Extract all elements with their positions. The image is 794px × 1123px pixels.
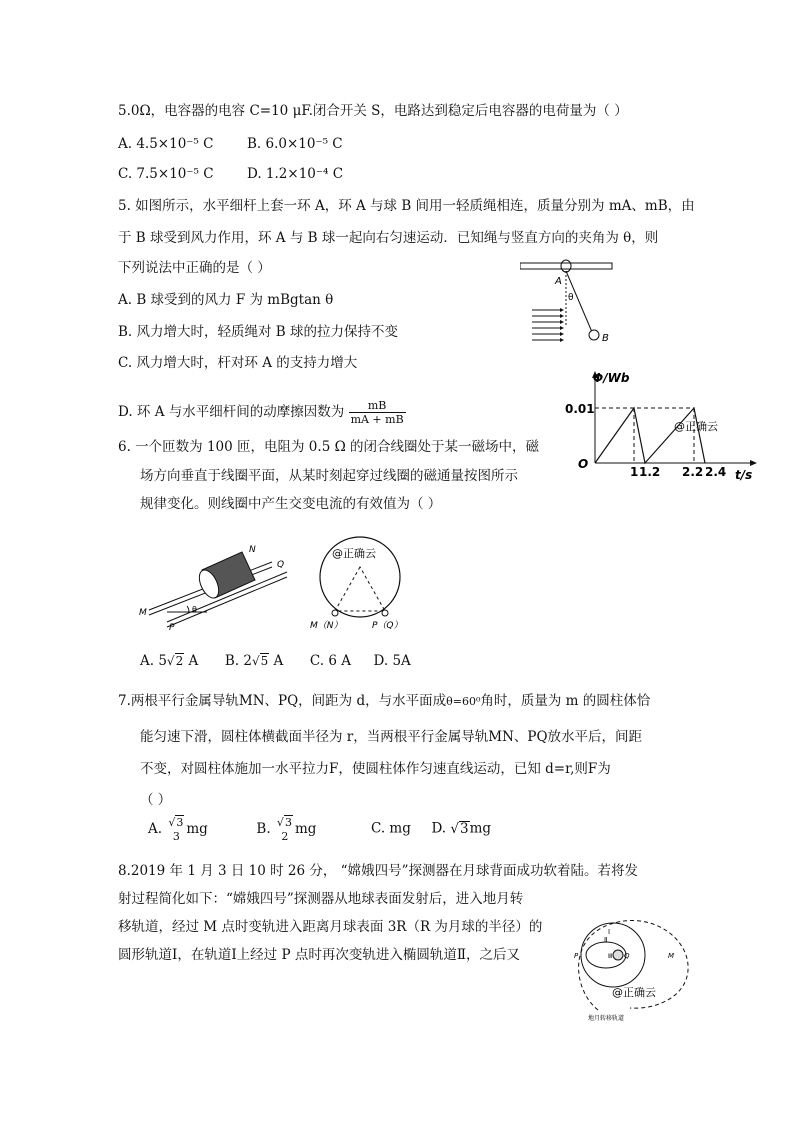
q5-option-d-prefix: D. 环 A 与水平细杆间的动摩擦因数为 xyxy=(118,404,345,420)
label-orbit-iii: Ⅲ xyxy=(608,953,613,960)
q7-option-c: C. mg xyxy=(370,820,411,837)
q6-b-radicand: 5 xyxy=(260,654,269,668)
q7-d-radical: √3 xyxy=(450,820,469,837)
triangle xyxy=(335,567,385,611)
q7-d-radicand: 3 xyxy=(460,820,469,837)
q7-option-d xyxy=(431,821,491,837)
rail-right xyxy=(382,610,388,616)
q7-stem-line4: （ ） xyxy=(140,792,172,808)
q7-d-tail: mg xyxy=(469,820,492,837)
q7-option-b xyxy=(256,816,320,843)
q7-b-fraction xyxy=(275,815,295,843)
q6-a-coef: A. 5 xyxy=(140,653,167,669)
q7-line1-end: 角时，质量为 m 的圆柱体恰 xyxy=(480,693,651,709)
q6-a-unit: A xyxy=(184,653,199,669)
x-tick-2-4: 2.4 xyxy=(705,465,727,479)
watermark: @正确云 xyxy=(612,986,656,999)
cross-section-figure xyxy=(310,535,420,635)
q7-a-tail: mg xyxy=(186,820,208,837)
label-q: Q xyxy=(277,560,285,570)
label-q: Q xyxy=(624,952,630,960)
x-tick-1: 1 xyxy=(630,465,639,479)
label-p: P xyxy=(169,623,175,630)
y-tick-label: 0.01 xyxy=(565,402,595,416)
q7-d-label: D. xyxy=(431,820,447,837)
q5-option-b: B. 风力增大时，轻质绳对 B 球的拉力保持不变 xyxy=(118,324,399,340)
q7-option-a xyxy=(148,816,212,843)
q7-a-radicand: 3 xyxy=(176,816,184,829)
q7-a-denominator: 3 xyxy=(172,830,180,843)
q7-line1-start: 7.两根平行金属导轨MN、PQ，间距为 d，与水平面成 xyxy=(118,693,447,709)
q4-option-c: C. 7.5×10⁻⁵ C xyxy=(118,166,214,182)
q6-stem-line2: 场方向垂直于线圈平面，从某时刻起穿过线圈的磁通量按图所示 xyxy=(140,468,518,484)
label-orbit-i: Ⅰ xyxy=(608,928,611,936)
q7-a-label: A. xyxy=(148,820,163,837)
x-tick-1-2: 1.2 xyxy=(639,465,661,479)
q7-a-numerator: √3 xyxy=(168,816,184,829)
q7-angle: θ=60⁰ xyxy=(446,695,481,708)
x-tick-2-2: 2.2 xyxy=(682,465,704,479)
horizontal-rod xyxy=(520,263,612,269)
q8-stem-line1: 8.2019 年 1 月 3 日 10 时 26 分， “嫦娥四号”探测器在月球背面成功软着陆。若将发 xyxy=(118,863,638,879)
q6-a-radicand: 2 xyxy=(175,654,184,668)
q6-options xyxy=(140,651,411,671)
label-pq: P（Q） xyxy=(372,621,403,631)
label-m: M xyxy=(139,608,147,618)
orbit-caption: 地月转移轨道 xyxy=(588,1015,625,1022)
q7-options xyxy=(148,815,491,843)
q7-b-label: B. xyxy=(256,820,271,837)
flux-time-graph xyxy=(565,368,765,488)
fraction-numerator: mB xyxy=(349,399,406,413)
label-p: P xyxy=(574,952,579,960)
q5-stem-line3: 下列说法中正确的是（ ） xyxy=(118,260,271,276)
moon xyxy=(613,950,623,960)
q7-stem-line1 xyxy=(118,691,650,712)
fraction-denominator: mA + mB xyxy=(350,413,404,426)
q7-stem-line3: 不变，对圆柱体施加一水平拉力F，使圆柱体作匀速直线运动，已知 d=r,则F为 xyxy=(140,761,611,777)
label-orbit-ii: Ⅱ xyxy=(604,936,608,944)
q7-b-radicand: 3 xyxy=(284,816,292,829)
ring-ball-wind-figure xyxy=(520,258,620,348)
orbit-figure xyxy=(568,910,693,1025)
watermark: @正确云 xyxy=(674,420,718,433)
wind-arrows xyxy=(532,310,560,340)
origin-label: O xyxy=(578,457,589,471)
q7-b-numerator: √3 xyxy=(276,816,292,829)
q7-b-tail: mg xyxy=(294,820,317,837)
x-axis-label: t/s xyxy=(735,468,753,482)
q8-stem-line2: 射过程简化如下：“嫦娥四号”探测器从地球表面发射后，进入地月转 xyxy=(118,891,524,907)
q6-b-coef: B. 2 xyxy=(224,653,252,669)
q6-option-b xyxy=(225,653,288,669)
friction-fraction xyxy=(349,399,406,426)
flux-curve xyxy=(595,408,705,463)
q8-stem-line3: 移轨道，经过 M 点时变轨进入距离月球表面 3R（R 为月球的半径）的 xyxy=(118,919,543,935)
q6-option-d: D. 5A xyxy=(373,653,411,669)
q5-option-a: A. B 球受到的风力 F 为 mBgtan θ xyxy=(118,292,334,308)
ball-b xyxy=(589,330,599,340)
q6-option-a xyxy=(140,653,203,669)
rail-left xyxy=(332,610,338,616)
label-m: M xyxy=(668,952,675,960)
q4-option-d: D. 1.2×10⁻⁴ C xyxy=(247,166,344,182)
q5-option-c: C. 风力增大时，杆对环 A 的支持力增大 xyxy=(118,355,358,371)
q5-stem-line1: 5. 如图所示，水平细杆上套一环 A，环 A 与球 B 间用一轻质绳相连，质量分别为 mA、mB，由 xyxy=(118,198,695,214)
q6-stem-line3: 规律变化。则线圈中产生交变电流的有效值为（ ） xyxy=(140,496,442,512)
q6-a-radical: √2 xyxy=(166,654,184,668)
label-n: N xyxy=(249,545,256,555)
q6-stem-line1: 6. 一个匝数为 100 匝，电阻为 0.5 Ω 的闭合线圈处于某一磁场中，磁 xyxy=(118,439,540,455)
q6-option-c: C. 6 A xyxy=(309,653,351,669)
watermark: @正确云 xyxy=(332,547,376,560)
label-a: A xyxy=(555,276,562,287)
q4-option-b: B. 6.0×10⁻⁵ C xyxy=(247,136,343,152)
q6-b-unit: A xyxy=(269,653,284,669)
q5-option-d xyxy=(118,399,406,426)
q6-b-radical: √5 xyxy=(251,654,269,668)
rail-cylinder-figure xyxy=(137,540,297,630)
label-b: B xyxy=(602,333,609,344)
q7-stem-line2: 能匀速下滑，圆柱体横截面半径为 r，当两根平行金属导轨MN、PQ放水平后，间距 xyxy=(140,729,643,745)
q4-option-a: A. 4.5×10⁻⁵ C xyxy=(118,136,214,152)
prev-question-tail: 5.0Ω，电容器的电容 C=10 μF.闭合开关 S，电路达到稳定后电容器的电荷量为（ ） xyxy=(118,103,628,119)
label-mn: M（N） xyxy=(310,621,343,631)
q7-a-fraction xyxy=(166,815,186,843)
label-theta-rail: θ xyxy=(192,605,197,614)
q7-b-denominator: 2 xyxy=(281,830,289,843)
label-theta: θ xyxy=(568,293,574,303)
q8-stem-line4: 圆形轨道Ⅰ，在轨道Ⅰ上经过 P 点时再次变轨进入椭圆轨道Ⅱ，之后又 xyxy=(118,947,521,963)
q5-stem-line2: 于 B 球受到风力作用，环 A 与 B 球一起向右匀速运动．已知绳与竖直方向的夹角为 θ，则 xyxy=(118,230,659,246)
y-axis-label: Φ/Wb xyxy=(593,371,630,385)
